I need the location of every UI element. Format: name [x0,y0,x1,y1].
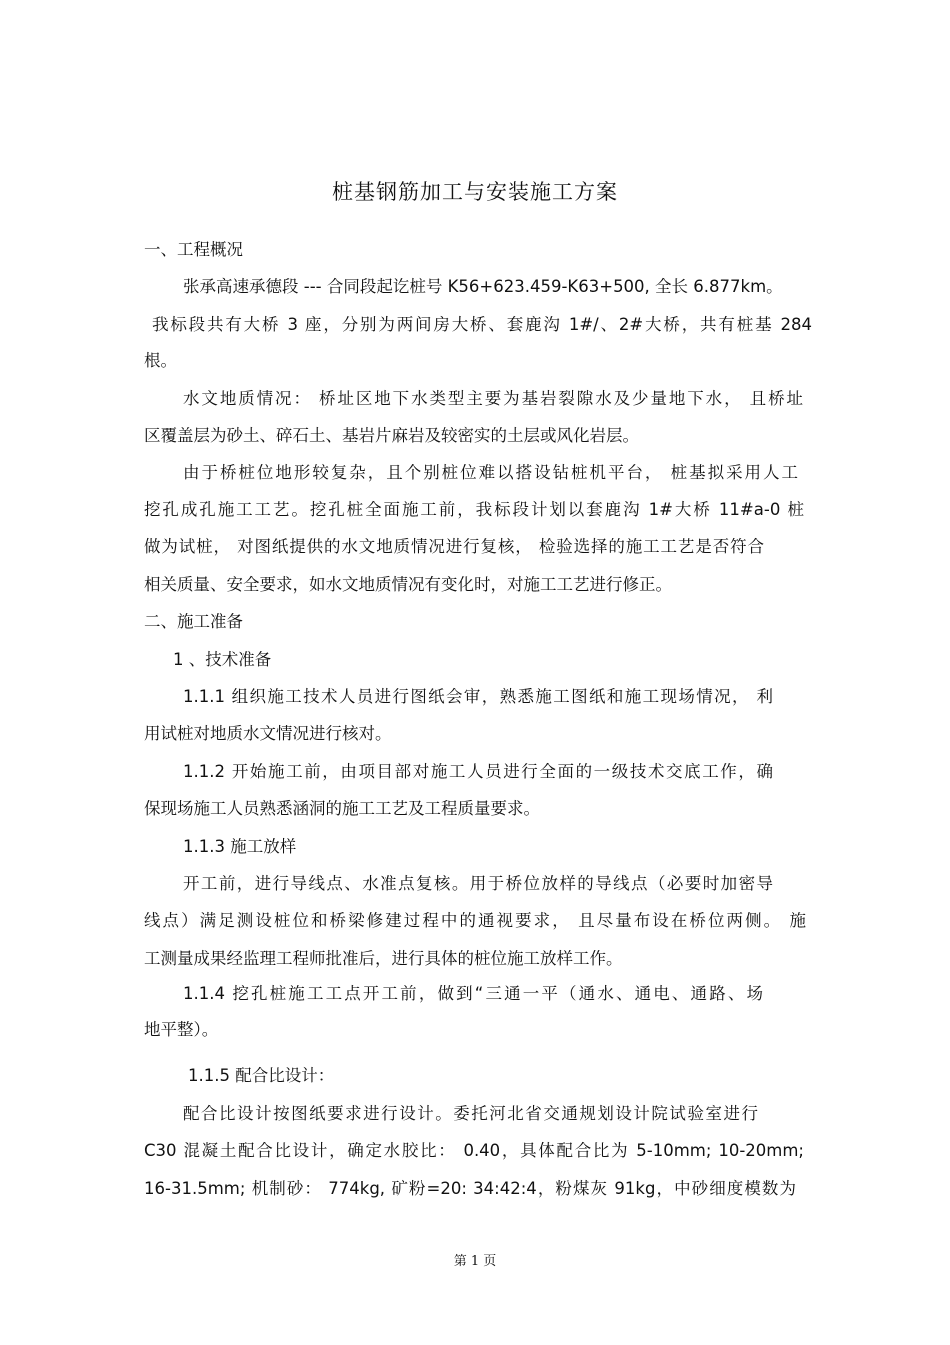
page-number: 第 1 页 [453,1254,497,1269]
subsection-heading: 1.1.3 施工放样 [183,837,297,856]
paragraph-line: 开工前，进行导线点、水准点复核。用于桥位放样的导线点（必要时加密导 [183,874,773,893]
subsection-heading: 1.1.5 配合比设计： [188,1066,335,1085]
paragraph-line: 挖孔成孔施工工艺。挖孔桩全面施工前，我标段计划以套鹿沟 1#大桥 11#a-0 桩 [144,500,804,519]
paragraph-line: 1.1.1 组织施工技术人员进行图纸会审，熟悉施工图纸和施工现场情况， 利 [183,687,773,706]
document-title: 桩基钢筋加工与安装施工方案 [332,180,618,204]
paragraph-line: 地平整）。 [144,1020,219,1039]
paragraph-line: 我标段共有大桥 3 座，分别为两间房大桥、套鹿沟 1#/、2#大桥，共有桩基 284 [152,315,812,334]
paragraph-line: 工测量成果经监理工程师批准后，进行具体的桩位施工放样工作。 [144,949,623,968]
paragraph-line: 做为试桩， 对图纸提供的水文地质情况进行复核， 检验选择的施工工艺是否符合 [144,537,764,556]
paragraph-line: 用试桩对地质水文情况进行核对。 [144,724,392,743]
section-heading-preparation: 二、施工准备 [144,612,243,631]
paragraph-line: 1.1.2 开始施工前，由项目部对施工人员进行全面的一级技术交底工作，确 [183,762,773,781]
paragraph-line: 区覆盖层为砂土、碎石土、基岩片麻岩及较密实的土层或风化岩层。 [144,426,639,445]
paragraph-line: 线点）满足测设桩位和桥梁修建过程中的通视要求， 且尽量布设在桥位两侧。 施 [144,911,806,930]
paragraph-line: 保现场施工人员熟悉涵洞的施工工艺及工程质量要求。 [144,799,540,818]
paragraph-line: 根。 [144,351,177,370]
subsection-heading: 1 、技术准备 [173,650,272,669]
paragraph-line: 相关质量、安全要求，如水文地质情况有变化时，对施工工艺进行修正。 [144,575,672,594]
paragraph-line: 水文地质情况： 桥址区地下水类型主要为基岩裂隙水及少量地下水， 且桥址 [183,389,803,408]
paragraph-line: 16-31.5mm; 机制砂： 774kg, 矿粉=20: 34:42:4，粉煤灰 91kg，中砂细度模数为 [144,1179,796,1198]
paragraph-line: C30 混凝土配合比设计，确定水胶比： 0.40，具体配合比为 5-10mm; 10-20mm; [144,1141,804,1160]
paragraph-line: 由于桥桩位地形较复杂，且个别桩位难以搭设钻桩机平台， 桩基拟采用人工 [183,463,798,482]
section-heading-overview: 一、工程概况 [144,240,243,259]
paragraph-line: 配合比设计按图纸要求进行设计。委托河北省交通规划设计院试验室进行 [183,1104,758,1123]
paragraph-line: 1.1.4 挖孔桩施工工点开工前，做到“三通一平（通水、通电、通路、场 [183,984,763,1003]
paragraph-line: 张承高速承德段 --- 合同段起讫桩号 K56+623.459-K63+500, 全长 6.877km。 [183,277,783,296]
